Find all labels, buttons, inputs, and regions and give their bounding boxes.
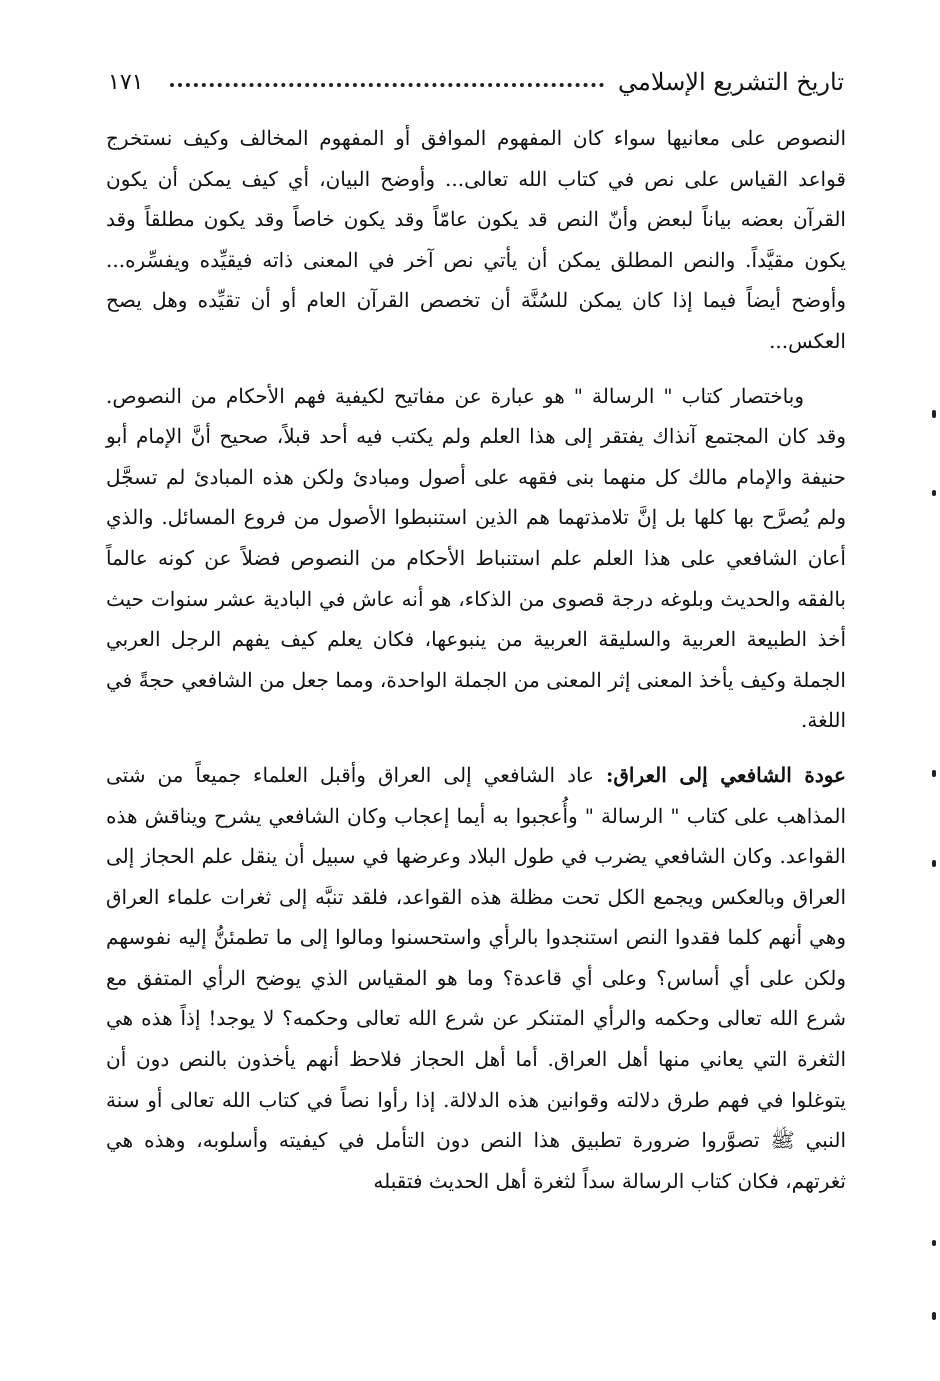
running-header	[108, 58, 844, 106]
paragraph-risala-summary: وباختصار كتاب " الرسالة " هو عبارة عن مفاتيح لكيفية فهم الأحكام من النصوص. وقد كان المجتمع آنذاك يفتقر إلى هذا العلم ولم يكتب فيه أحد قبلاً، صحيح أنَّ الإمام أبو حنيفة والإمام مالك كل منهما بنى فقهه على أصول ومبادئ ولكن هذه المبادئ لم تسجَّل ولم يُصرَّح بها كلها بل إنَّ تلامذتهما هم الذين استنبطوا الأصول من فروع المسائل. والذي أعان الشافعي على هذا العلم علم استنباط الأحكام من النصوص فضلاً عن كونه عالماً بالفقه والحديث وبلوغه درجة قصوى من الذكاء، هو أنه عاش في البادية عشر سنوات حيث أخذ الطبيعة العربية والسليقة العربية من ينبوعها، فكان يعلم كيف يفهم الرجل العربي الجملة وكيف يأخذ المعنى إثر المعنى من الجملة الواحدة، ومما جعل من الشافعي حجةً في اللغة.	[106, 383, 846, 733]
scan-edge-mark	[932, 860, 936, 867]
scan-edge-mark	[932, 770, 936, 777]
scan-edge-mark	[932, 1240, 936, 1246]
book-title: تاريخ التشريع الإسلامي	[618, 68, 844, 96]
scan-edge-mark	[932, 1312, 936, 1320]
section-heading: عودة الشافعي إلى العراق:	[606, 762, 846, 787]
section-body: عاد الشافعي إلى العراق وأقبل العلماء جميعاً من شتى المذاهب على كتاب " الرسالة " وأُعجبوا به أيما إعجاب وكان الشافعي يشرح ويناقش هذه القواعد. وكان الشافعي يضرب في طول البلاد وعرضها في سبيل أن ينقل علم الحجاز إلى العراق وبالعكس ويجمع الكل تحت مظلة هذه القواعد، فلقد تنبَّه إلى ثغرات علماء العراق وهي أنهم كلما فقدوا النص استنجدوا بالرأي واستحسنوا ومالوا إلى ما تطمئنُّ إليه نفوسهم ولكن على أي أساس؟ وعلى أي قاعدة؟ وما هو المقياس الذي يوضح الرأي المتفق مع شرع الله تعالى وحكمه والرأي المتنكر عن شرع الله تعالى وحكمه؟ لا يوجد! إذاً هذه هي الثغرة التي يعاني منها أهل العراق. أما أهل الحجاز فلاحظ أنهم يأخذون بالنص دون أن يتوغلوا في فهم طرق دلالته وقوانين هذه الدلالة. إذا رأوا نصاً في كتاب الله تعالى أو سنة النبي ﷺ تصوَّروا ضرورة تطبيق هذا النص دون التأمل في كيفيته وأسلوبه، وهذه هي ثغرتهم، فكان كتاب الرسالة سداً لثغرة أهل الحديث فتقبله	[106, 762, 847, 1193]
paragraph-return-to-iraq	[106, 755, 846, 1202]
paragraph-continuation: النصوص على معانيها سواء كان المفهوم الموافق أو المفهوم المخالف وكيف نستخرج قواعد القياس على نص في كتاب الله تعالى... وأوضح البيان، أي كيف يمكن أن يكون القرآن بعضه بياناً لبعض وأنّ النص قد يكون عامّاً وقد يكون خاصاً وقد يكون مطلقاً وقد يكون مقيَّداً. والنص المطلق يمكن أن يأتي نص آخر في المعنى ذاته فيقيِّده ويفسِّره... وأوضح أيضاً فيما إذا كان يمكن للسُنَّة أن تخصص القرآن العام أو أن تقيِّده وهل يصح العكس...	[106, 126, 846, 353]
body-text	[106, 118, 846, 1201]
scan-edge-mark	[932, 490, 936, 496]
scan-edge-mark	[932, 410, 936, 418]
header-dotted-rule	[170, 83, 604, 87]
page-number: ١٧١	[108, 69, 144, 95]
